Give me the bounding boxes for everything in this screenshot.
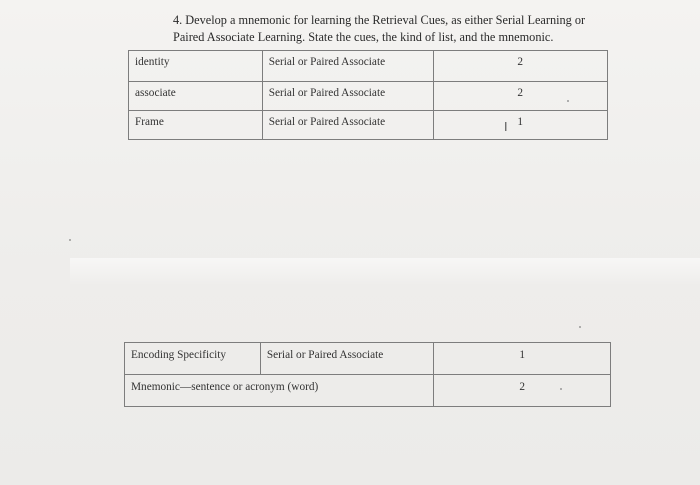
retrieval-cues-table-top bbox=[128, 50, 608, 140]
page-fold-band bbox=[70, 258, 700, 286]
table-row bbox=[125, 343, 611, 375]
cue-cell[interactable]: identity bbox=[129, 51, 263, 82]
table-row bbox=[129, 82, 608, 111]
speck-mark bbox=[567, 100, 569, 102]
score-cell[interactable]: 2 bbox=[434, 82, 608, 111]
question-line-1: 4. Develop a mnemonic for learning the Retrieval Cues, as either Serial Learning or bbox=[173, 13, 586, 27]
score-cell[interactable]: 2 bbox=[434, 375, 611, 407]
retrieval-cues-table-bottom bbox=[124, 342, 611, 407]
question-line-2: Paired Associate Learning. State the cues, the kind of list, and the mnemonic. bbox=[173, 30, 554, 44]
table-row bbox=[129, 51, 608, 82]
speck-mark bbox=[69, 239, 71, 241]
question-text bbox=[173, 12, 643, 46]
speck-mark bbox=[579, 326, 581, 328]
score-cell[interactable]: 1 bbox=[434, 111, 608, 140]
speck-mark bbox=[560, 388, 562, 390]
score-cell[interactable]: 1 bbox=[434, 343, 611, 375]
table-row bbox=[125, 375, 611, 407]
table-row bbox=[129, 111, 608, 140]
list-type-cell[interactable]: Serial or Paired Associate bbox=[262, 51, 434, 82]
cue-cell[interactable]: associate bbox=[129, 82, 263, 111]
cue-cell[interactable]: Encoding Specificity bbox=[125, 343, 261, 375]
list-type-cell[interactable]: Serial or Paired Associate bbox=[260, 343, 434, 375]
cue-cell[interactable]: Mnemonic—sentence or acronym (word) bbox=[125, 375, 434, 407]
score-cell[interactable]: 2 bbox=[434, 51, 608, 82]
cue-cell[interactable]: Frame bbox=[129, 111, 263, 140]
text-cursor-icon: I bbox=[504, 120, 508, 134]
list-type-cell[interactable]: Serial or Paired Associate bbox=[262, 82, 434, 111]
list-type-cell[interactable]: Serial or Paired Associate bbox=[262, 111, 434, 140]
